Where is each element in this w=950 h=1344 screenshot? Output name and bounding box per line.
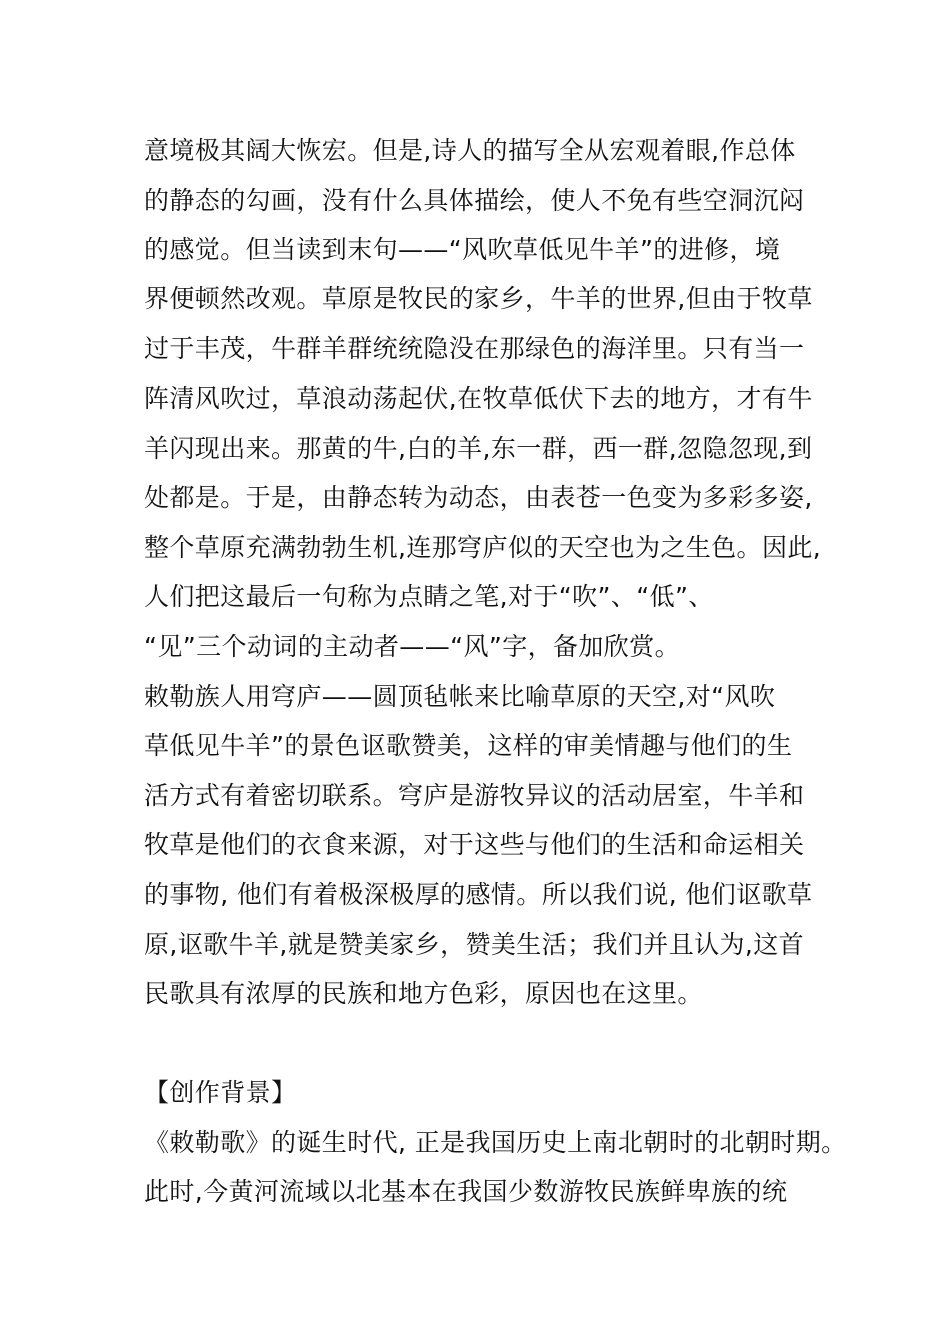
text-line: 民歌具有浓厚的民族和地方色彩，原因也在这里。	[144, 979, 703, 1008]
text-line: 此时,今黄河流域以北基本在我国少数游牧民族鲜卑族的统	[144, 1177, 788, 1206]
text-line: 羊闪现出来。那黄的牛,白的羊,东一群，西一群,忽隐忽现,到	[144, 434, 813, 463]
text-line: 过于丰茂，牛群羊群统统隐没在那绿色的海洋里。只有当一	[144, 334, 805, 363]
text-line: 意境极其阔大恢宏。但是,诗人的描写全从宏观着眼,作总体	[144, 136, 796, 165]
text-line: 人们把这最后一句称为点睛之笔,对于“吹”、“低”、	[144, 582, 714, 611]
section-heading: 【创作背景】	[144, 1078, 297, 1107]
text-line: “见”三个动词的主动者——“风”字，备加欣赏。	[144, 632, 681, 661]
text-line: 阵清风吹过，草浪动荡起伏,在牧草低伏下去的地方，才有牛	[144, 384, 813, 413]
text-line: 敕勒族人用穹庐——圆顶毡帐来比喻草原的天空,对“风吹	[144, 682, 776, 711]
text-line: 处都是。于是，由静态转为动态，由表苍一色变为多彩多姿,	[144, 483, 813, 512]
text-line: 的感觉。但当读到末句——“风吹草低见牛羊”的进修，境	[144, 235, 781, 264]
text-line: 《敕勒歌》的诞生时代, 正是我国历史上南北朝时的北朝时期。	[144, 1128, 847, 1157]
text-line: 界便顿然改观。草原是牧民的家乡，牛羊的世界,但由于牧草	[144, 284, 813, 313]
text-line: 的静态的勾画，没有什么具体描绘，使人不免有些空洞沉闷	[144, 186, 805, 215]
text-line: 整个草原充满勃勃生机,连那穹庐似的天空也为之生色。因此,	[144, 533, 822, 562]
text-line: 牧草是他们的衣食来源，对于这些与他们的生活和命运相关	[144, 830, 805, 859]
text-line: 活方式有着密切联系。穹庐是游牧异议的活动居室，牛羊和	[144, 781, 805, 810]
text-line: 原,讴歌牛羊,就是赞美家乡，赞美生活；我们并且认为,这首	[144, 930, 805, 959]
text-line: 的事物, 他们有着极深极厚的感情。所以我们说, 他们讴歌草	[144, 880, 813, 909]
text-line: 草低见牛羊”的景色讴歌赞美，这样的审美情趣与他们的生	[144, 731, 793, 760]
